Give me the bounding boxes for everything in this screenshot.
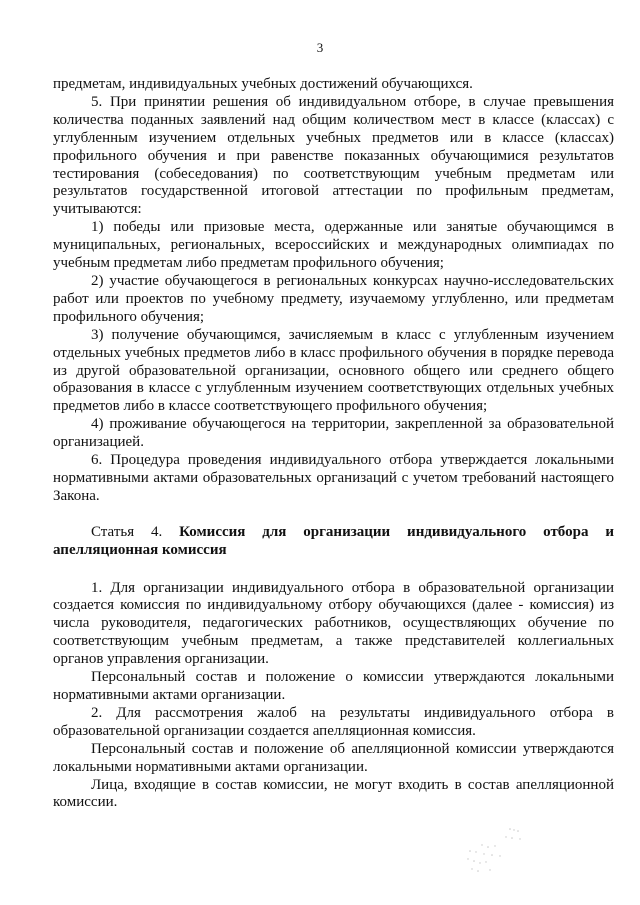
article-title: Комиссия для организации индивидуального отбора и апелляционная комиссия [53, 523, 614, 558]
page-number: 3 [316, 40, 324, 55]
paragraph-subitem-1: 1) победы или призовые места, одержанные или занятые обучающимся в муниципальных, региональных, всероссийских и международных олимпиадах по учебным предметам либо предметам профильного обучения; [53, 219, 614, 272]
paragraph-item-6: 6. Процедура проведения индивидуального отбора утверждается локальными нормативными актами образовательных организаций с учетом требований настоящего Закона. [53, 452, 614, 504]
article-paragraph-5: Лица, входящие в состав комиссии, не могут входить в состав апелляционной комиссии. [53, 776, 614, 811]
paragraph-item-5: 5. При принятии решения об индивидуальном отборе, в случае превышения количества поданных заявлений над общим количеством мест в классе (классах) с углубленным изучением отдельных учебных предметов или в классе (классах) профильного обучения и при равенстве показанных обучающимися результатов тестирования (собеседования) по соответствующим учебным предметам или результатов государственной итоговой аттестации по профильным предметам, учитываются: [53, 93, 614, 218]
article-paragraph-1: 1. Для организации индивидуального отбора в образовательной организации создается комиссия по индивидуальному отбору обучающихся (далее - комиссия) из числа руководителя, педагогических работников, осуществляющих обучение по соответствующим учебным предметам, а также представителей коллегиальных органов управления организации. [53, 579, 614, 668]
faint-stamp-mark [462, 825, 532, 880]
article-paragraph-3: 2. Для рассмотрения жалоб на результаты индивидуального отбора в образовательной организации создается апелляционная комиссия. [53, 704, 614, 739]
paragraph-subitem-2: 2) участие обучающегося в региональных конкурсах научно-исследовательских работ или проектов по учебному предмету, изучаемому углубленно, или предметам профильного обучения; [53, 272, 614, 325]
document-body [53, 76, 614, 812]
article-heading [53, 524, 614, 560]
article-prefix: Статья 4. [91, 523, 180, 540]
paragraph-subitem-3: 3) получение обучающимся, зачисляемым в класс с углубленным изучением отдельных учебных предметов либо в класс профильного обучения в порядке перевода из другой образовательной организации, основного общего или среднего общего образования в классе с углубленным изучением соответствующих отдельных учебных предметов либо в классе соответствующего профильного обучения; [53, 326, 614, 415]
paragraph-subitem-4: 4) проживание обучающегося на территории, закрепленной за образовательной организацией. [53, 416, 614, 451]
article-paragraph-2: Персональный состав и положение о комиссии утверждаются локальными нормативными актами организации. [53, 669, 614, 703]
article-paragraph-4: Персональный состав и положение об апелляционной комиссии утверждаются локальными нормативными актами организации. [53, 740, 614, 775]
paragraph-continuation: предметам, индивидуальных учебных достижений обучающихся. [53, 76, 473, 92]
